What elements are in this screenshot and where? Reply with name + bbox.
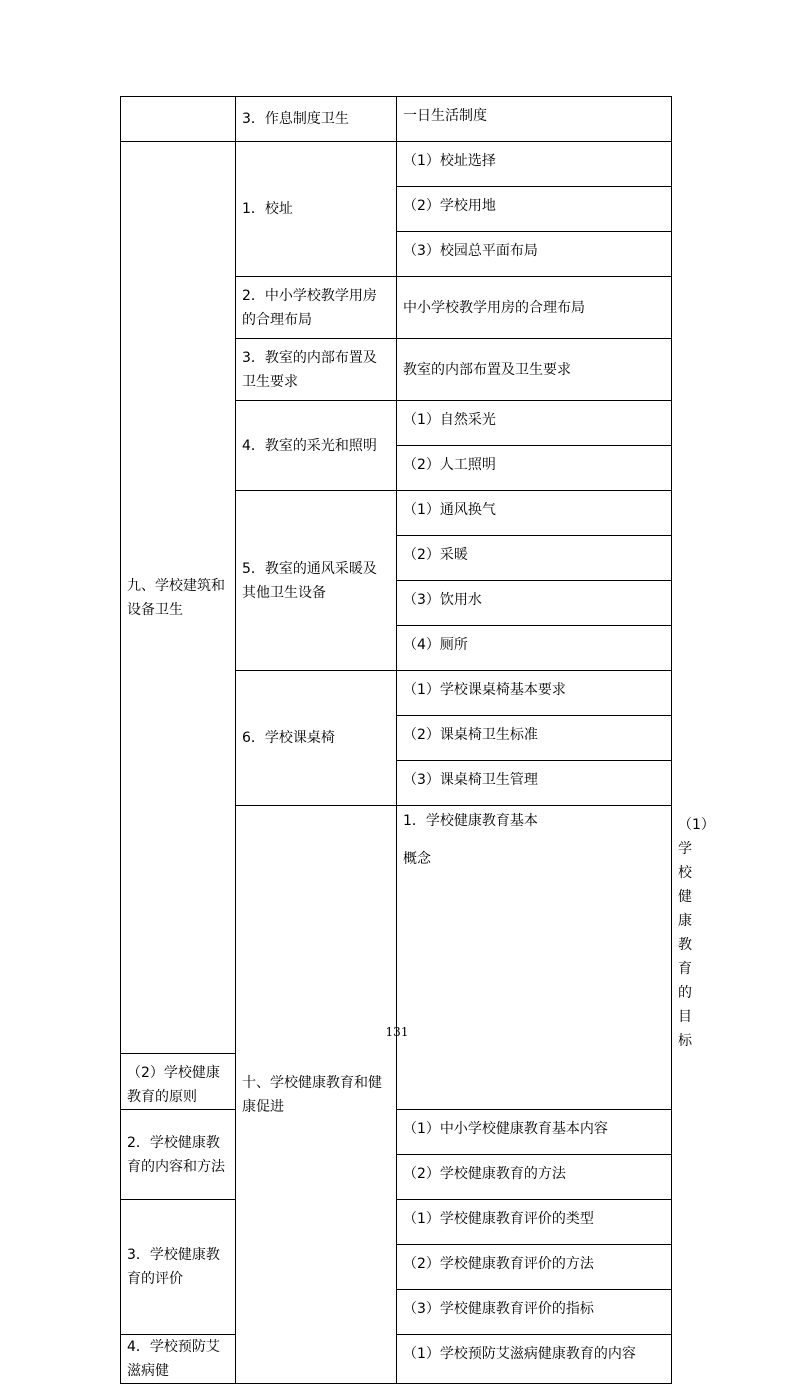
item-line: 1．学校健康教育基本 [403, 813, 538, 829]
content-cell: （1）自然采光 [397, 401, 672, 446]
content-cell: （2）人工照明 [397, 446, 672, 491]
content-cell: （3）饮用水 [397, 581, 672, 626]
section-cell-empty [121, 97, 236, 142]
content-cell: （2）课桌椅卫生标准 [397, 716, 672, 761]
item-cell: 2．学校健康教育的内容和方法 [121, 1110, 236, 1200]
item-cell: 4．教室的采光和照明 [236, 401, 397, 491]
content-cell: （2）学校健康教育的方法 [397, 1155, 672, 1200]
page-number: 131 [385, 1025, 409, 1039]
content-cell: （2）学校健康教育的原则 [121, 1054, 236, 1110]
content-cell: （2）学校健康教育评价的方法 [397, 1245, 672, 1290]
item-cell: 2．中小学校教学用房的合理布局 [236, 277, 397, 339]
content-cell: （4）厕所 [397, 626, 672, 671]
content-cell: 教室的内部布置及卫生要求 [397, 339, 672, 401]
content-cell: （1）学校健康教育评价的类型 [397, 1200, 672, 1245]
item-cell: 3．作息制度卫生 [236, 97, 397, 142]
content-cell: （2）学校用地 [397, 187, 672, 232]
content-cell: （1）学校课桌椅基本要求 [397, 671, 672, 716]
item-line: 概念 [403, 851, 431, 867]
content-cell: （1）校址选择 [397, 142, 672, 187]
item-cell: 4．学校预防艾滋病健 [121, 1335, 236, 1384]
content-cell: （1）通风换气 [397, 491, 672, 536]
syllabus-table: 3．作息制度卫生 一日生活制度 九、学校建筑和设备卫生 1．校址 （1）校址选择 （2）学校用地 （3）校园总平面布局 2．中小学校教学用房的合理布局 中小学校教学用房的合理布局 3．教室的内部布置及卫生要求 教室的内部布置及卫生要求 4．教室的采光和照明 （1）自然采光 （2）人工照明 5．教室的通风采暖及其他卫生设备 （1）通风换气 （2）采暖 （3）饮用水 （4）厕所 6．学校课桌椅 （1）学校课桌椅基本要求 （2）课桌椅卫生标准 （3）课桌椅卫生管理 十、学校健康教育和健康促进 1．学校健康教育基本 概念 （1）学校健康教育的目标 （2）学校健康教育的原则 2．学校健康教育的内容和方法 （1）中小学校健康教育基本内容 （2）学校健康教育的方法 3．学校健康教育的评价 （1）学校健康教育评价的类型 （2）学校健康教育评价的方法 （3）学校健康教育评价的指标 4．学校预防艾滋病健 （1）学校预防艾滋病健康教育的内容 [120, 96, 672, 1384]
item-cell: 5．教室的通风采暖及其他卫生设备 [236, 491, 397, 671]
content-cell: （1）学校预防艾滋病健康教育的内容 [397, 1335, 672, 1384]
section-cell: 十、学校健康教育和健康促进 [236, 806, 397, 1384]
content-cell: 中小学校教学用房的合理布局 [397, 277, 672, 339]
content-cell: （2）采暖 [397, 536, 672, 581]
content-cell: （3）校园总平面布局 [397, 232, 672, 277]
content-cell: （3）课桌椅卫生管理 [397, 761, 672, 806]
item-cell [397, 806, 672, 1110]
section-cell: 九、学校建筑和设备卫生 [121, 142, 236, 1054]
content-cell: （3）学校健康教育评价的指标 [397, 1290, 672, 1335]
item-cell: 3．教室的内部布置及卫生要求 [236, 339, 397, 401]
item-cell: 1．校址 [236, 142, 397, 277]
content-cell: 一日生活制度 [397, 97, 672, 142]
item-cell: 3．学校健康教育的评价 [121, 1200, 236, 1335]
item-cell: 6．学校课桌椅 [236, 671, 397, 806]
content-cell: （1）中小学校健康教育基本内容 [397, 1110, 672, 1155]
